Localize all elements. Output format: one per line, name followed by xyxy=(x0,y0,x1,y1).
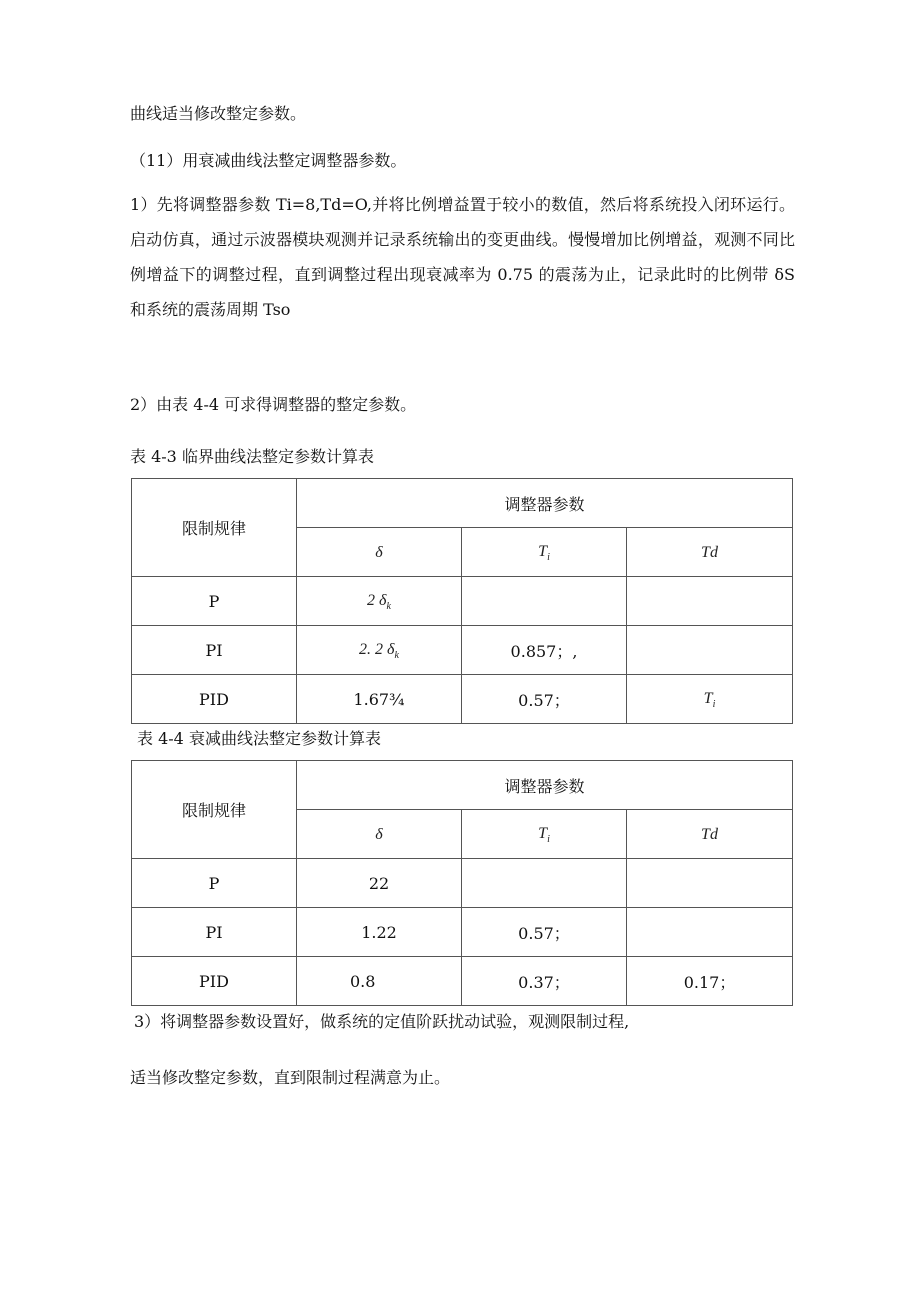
table-cell-delta: 1.67¾ xyxy=(297,675,462,724)
table-cell-delta: 0.8 xyxy=(297,957,462,1006)
table-row xyxy=(132,675,793,724)
table-row xyxy=(132,908,793,957)
table-cell-td xyxy=(627,908,793,957)
table1-col-delta: δ xyxy=(297,528,462,577)
table-row xyxy=(132,957,793,1006)
section-heading: （11）用衰减曲线法整定调整器参数。 xyxy=(130,151,407,170)
table1-col-ti: $T_i$ xyxy=(462,528,627,577)
table2 xyxy=(131,760,793,1006)
table2-caption: 表 4-4 衰减曲线法整定参数计算表 xyxy=(137,729,381,748)
table-cell-ti: 0.57； xyxy=(462,675,627,724)
table-cell-law: PID xyxy=(132,957,297,1006)
table-cell-delta: 22 xyxy=(297,859,462,908)
table-row xyxy=(132,859,793,908)
table1-group-header: 调整器参数 xyxy=(297,479,793,528)
table2-col-ti: $T_i$ xyxy=(462,810,627,859)
paragraph-closing: 适当修改整定参数，直到限制过程满意为止。 xyxy=(130,1068,451,1087)
table-row xyxy=(132,626,793,675)
table-cell-td: $T_i$ xyxy=(627,675,793,724)
table2-rowhead: 限制规律 xyxy=(132,761,297,859)
table-cell-td xyxy=(627,626,793,675)
table1-rowhead: 限制规律 xyxy=(132,479,297,577)
table-cell-delta: 2. 2 $\delta_k$ xyxy=(297,626,462,675)
table1-caption: 表 4-3 临界曲线法整定参数计算表 xyxy=(130,447,374,466)
text-line: 曲线适当修改整定参数。 xyxy=(130,104,307,123)
table2-col-delta: δ xyxy=(297,810,462,859)
table1 xyxy=(131,478,793,724)
paragraph-step-2: 2）由表 4-4 可求得调整器的整定参数。 xyxy=(130,395,417,414)
table-cell-ti: 0.37； xyxy=(462,957,627,1006)
table-cell-ti xyxy=(462,859,627,908)
table-cell-law: P xyxy=(132,577,297,626)
table-cell-law: PID xyxy=(132,675,297,724)
table2-col-td: Td xyxy=(627,810,793,859)
table-row xyxy=(132,577,793,626)
table-cell-ti: 0.57； xyxy=(462,908,627,957)
table-cell-law: P xyxy=(132,859,297,908)
paragraph-step-1: 1）先将调整器参数 Ti=8,Td=O,并将比例增益置于较小的数值，然后将系统投入闭环运行。启动仿真，通过示波器模块观测并记录系统输出的变更曲线。慢慢增加比例增益，观测不同比例增益下的调整过程，直到调整过程出现衰减率为 0.75 的震荡为止，记录此时的比例带 δS 和系统的震荡周期 Tso xyxy=(130,195,795,319)
table-cell-law: PI xyxy=(132,908,297,957)
paragraph-step-3: 3）将调整器参数设置好，做系统的定值阶跃扰动试验，观测限制过程, xyxy=(134,1012,630,1031)
table-cell-td: 0.17； xyxy=(627,957,793,1006)
table2-group-header: 调整器参数 xyxy=(297,761,793,810)
table-cell-td xyxy=(627,577,793,626)
table-cell-ti xyxy=(462,577,627,626)
table-cell-delta: 1.22 xyxy=(297,908,462,957)
table-cell-ti: 0.857；, xyxy=(462,626,627,675)
table-cell-delta: 2 $\delta_k$ xyxy=(297,577,462,626)
table1-col-td: Td xyxy=(627,528,793,577)
table-cell-law: PI xyxy=(132,626,297,675)
table-cell-td xyxy=(627,859,793,908)
